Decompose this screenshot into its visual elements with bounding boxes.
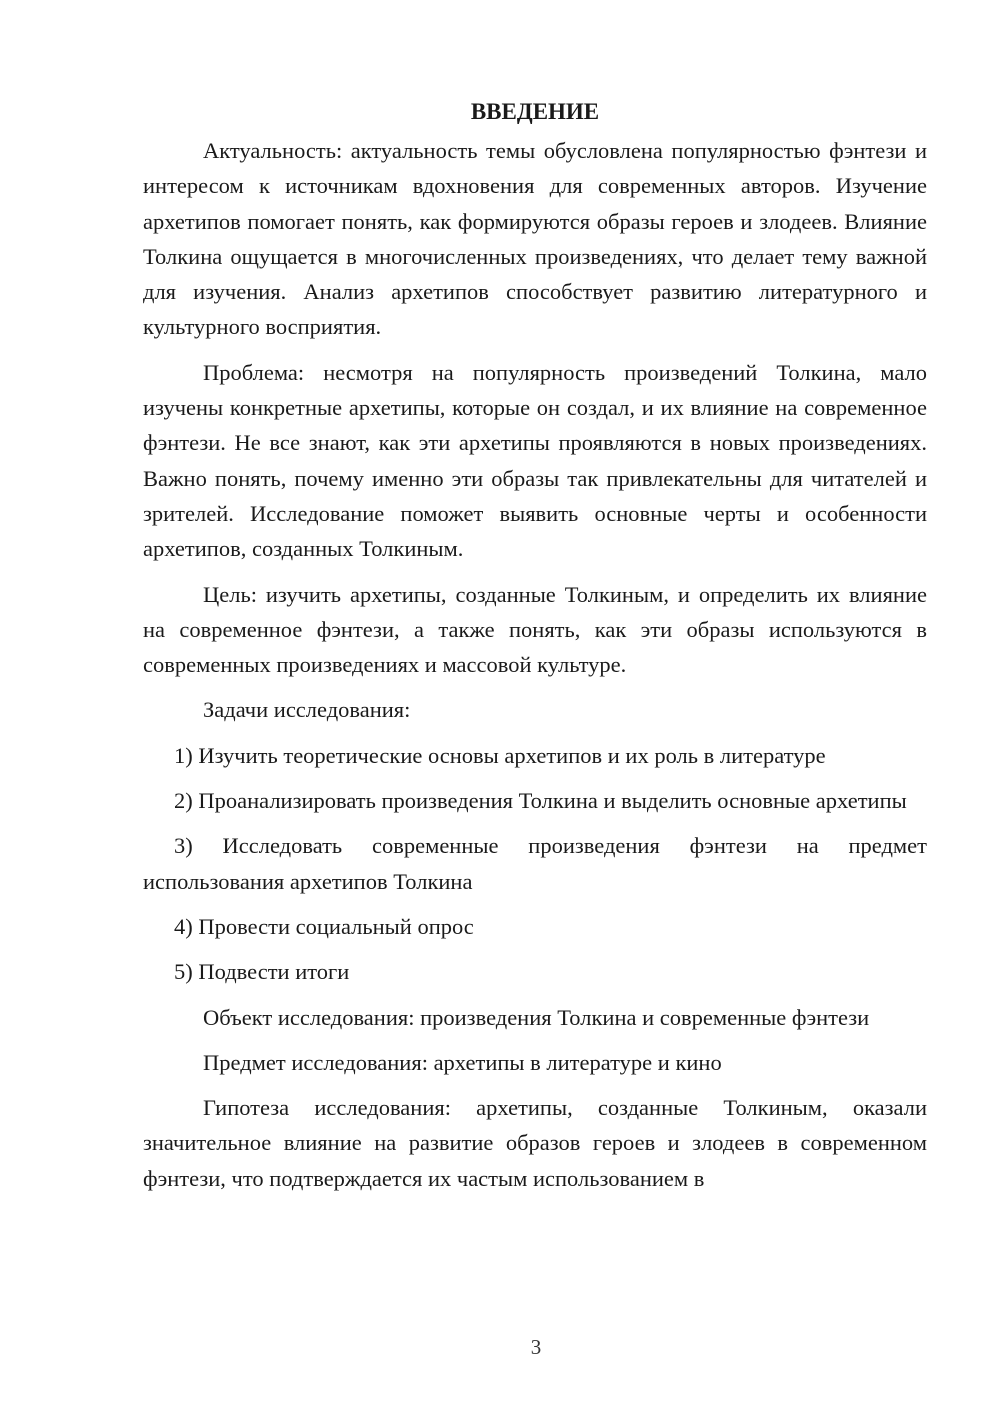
task-item-4: 4) Провести социальный опрос [174,913,474,939]
paragraph-subject: Предмет исследования: архетипы в литературе и кино [203,1049,722,1075]
paragraph-tasks-heading: Задачи исследования: [203,697,411,723]
task-item-1: 1) Изучить теоретические основы архетипов и их роль в литературе [174,742,826,768]
document-page [143,94,927,1206]
paragraph-hypothesis: Гипотеза исследования: архетипы, созданные Толкиным, оказали значительное влияние на развитие образов героев и злодеев в современном фэнтези, что подтверждается их частым использованием в [143,1095,927,1191]
paragraph-problem: Проблема: несмотря на популярность произведений Толкина, мало изучены конкретные архетипы, которые он создал, и их влияние на современное фэнтези. Не все знают, как эти архетипы проявляются в новых произведениях. Важно понять, почему именно эти образы так привлекательны для читателей и зрителей. Исследование поможет выявить основные черты и особенности архетипов, созданных Толкиным. [143,359,927,562]
page-number: 3 [530,1335,542,1359]
task-item-2: 2) Проанализировать произведения Толкина и выделить основные архетипы [174,788,907,814]
paragraph-object: Объект исследования: произведения Толкина и современные фэнтези [203,1004,870,1030]
task-item-3: 3) Исследовать современные произведения фэнтези на предмет использования архетипов Толкина [143,833,927,894]
page-title: ВВЕДЕНИЕ [470,99,600,124]
task-item-5: 5) Подвести итоги [174,959,350,985]
paragraph-goal: Цель: изучить архетипы, созданные Толкиным, и определить их влияние на современное фэнтези, а также понять, как эти образы используются в современных произведениях и массовой культуре. [143,581,927,678]
paragraph-relevance: Актуальность: актуальность темы обусловлена популярностью фэнтези и интересом к источникам вдохновения для современных авторов. Изучение архетипов помогает понять, как формируются образы героев и злодеев. Влияние Толкина ощущается в многочисленных произведениях, что делает тему важной для изучения. Анализ архетипов способствует развитию литературного и культурного восприятия. [143,138,927,340]
